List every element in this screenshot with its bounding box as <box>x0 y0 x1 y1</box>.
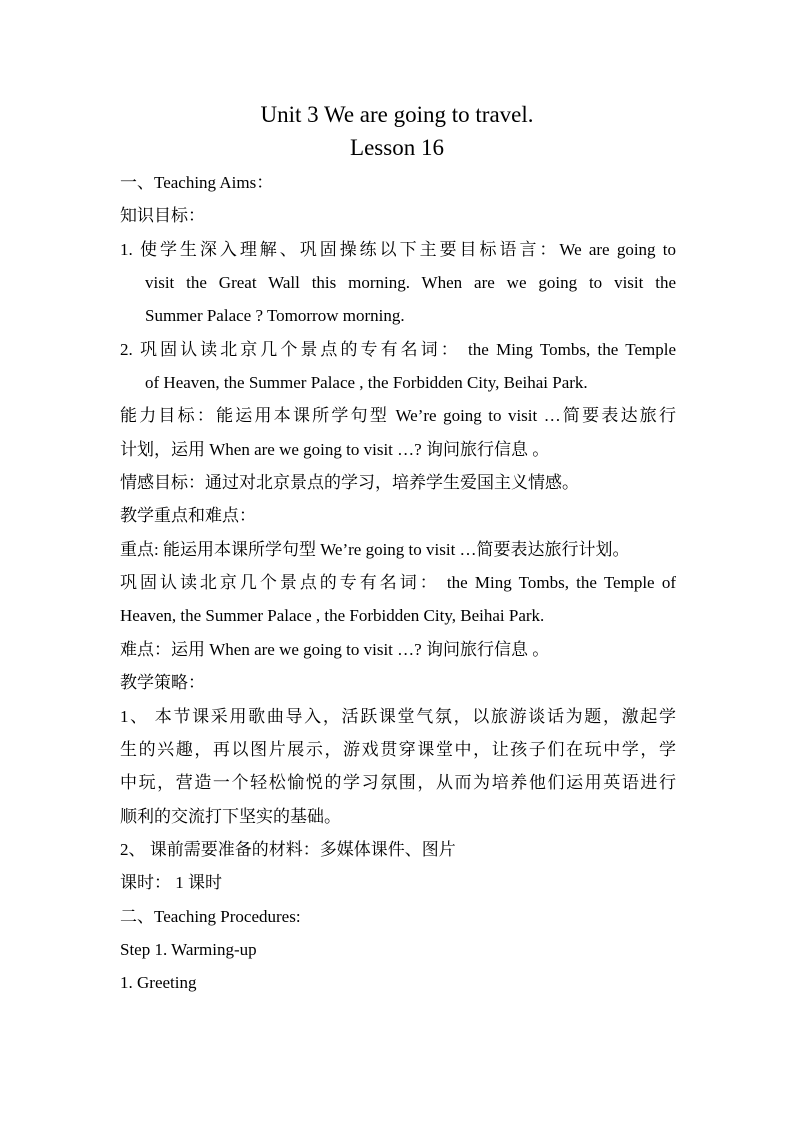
strategy-item-1-line-4: 顺利的交流打下坚实的基础。 <box>120 807 341 826</box>
aim-item-1-line-2: visit the Great Wall this morning. When are we going to visit the <box>145 273 676 292</box>
difficult-point: 难点：运用 When are we going to visit …? 询问旅行信息 。 <box>120 640 550 659</box>
doc-title: Unit 3 We are going to travel. <box>260 102 534 127</box>
emotion-aims: 情感目标：通过对北京景点的学习，培养学生爱国主义情感。 <box>120 473 579 492</box>
knowledge-aims-label: 知识目标： <box>120 206 205 225</box>
section-heading-teaching-aims: 一、Teaching Aims： <box>120 173 274 192</box>
key-point-line-1: 重点: 能运用本课所学句型 We’re going to visit …简要表达旅行计划。 <box>120 540 630 559</box>
strategy-heading: 教学策略： <box>120 673 205 692</box>
doc-subtitle: Lesson 16 <box>350 135 444 160</box>
key-point-line-3: Heaven, the Summer Palace , the Forbidden City, Beihai Park. <box>120 606 545 625</box>
aim-item-1-line-1: 1. 使学生深入理解、巩固操练以下主要目标语言：We are going to <box>120 240 676 259</box>
aim-item-2-line-2: of Heaven, the Summer Palace , the Forbidden City, Beihai Park. <box>145 373 588 392</box>
key-points-heading: 教学重点和难点： <box>120 506 256 525</box>
class-hours: 课时： 1 课时 <box>120 873 222 892</box>
strategy-item-1-line-2: 生的兴趣，再以图片展示，游戏贯穿课堂中，让孩子们在玩中学，学 <box>120 740 676 759</box>
ability-aims-line-1: 能力目标：能运用本课所学句型 We’re going to visit …简要表达旅行 <box>120 406 676 425</box>
ability-aims-line-2: 计划，运用 When are we going to visit …? 询问旅行信息 。 <box>120 440 550 459</box>
aim-item-1-line-3: Summer Palace ? Tomorrow morning. <box>145 306 405 325</box>
aim-item-2-line-1: 2. 巩固认读北京几个景点的专有名词： the Ming Tombs, the Temple <box>120 340 676 359</box>
section-heading-procedures: 二、Teaching Procedures: <box>120 907 301 926</box>
strategy-item-2: 2、 课前需要准备的材料：多媒体课件、图片 <box>120 840 456 859</box>
step-1-item-greeting: 1. Greeting <box>120 973 197 992</box>
key-point-line-2: 巩固认读北京几个景点的专有名词： the Ming Tombs, the Temple of <box>120 573 676 592</box>
strategy-item-1-line-3: 中玩，营造一个轻松愉悦的学习氛围，从而为培养他们运用英语进行 <box>120 773 676 792</box>
strategy-item-1-line-1: 1、 本节课采用歌曲导入，活跃课堂气氛，以旅游谈话为题，激起学 <box>120 707 676 726</box>
step-1-heading: Step 1. Warming-up <box>120 940 257 959</box>
